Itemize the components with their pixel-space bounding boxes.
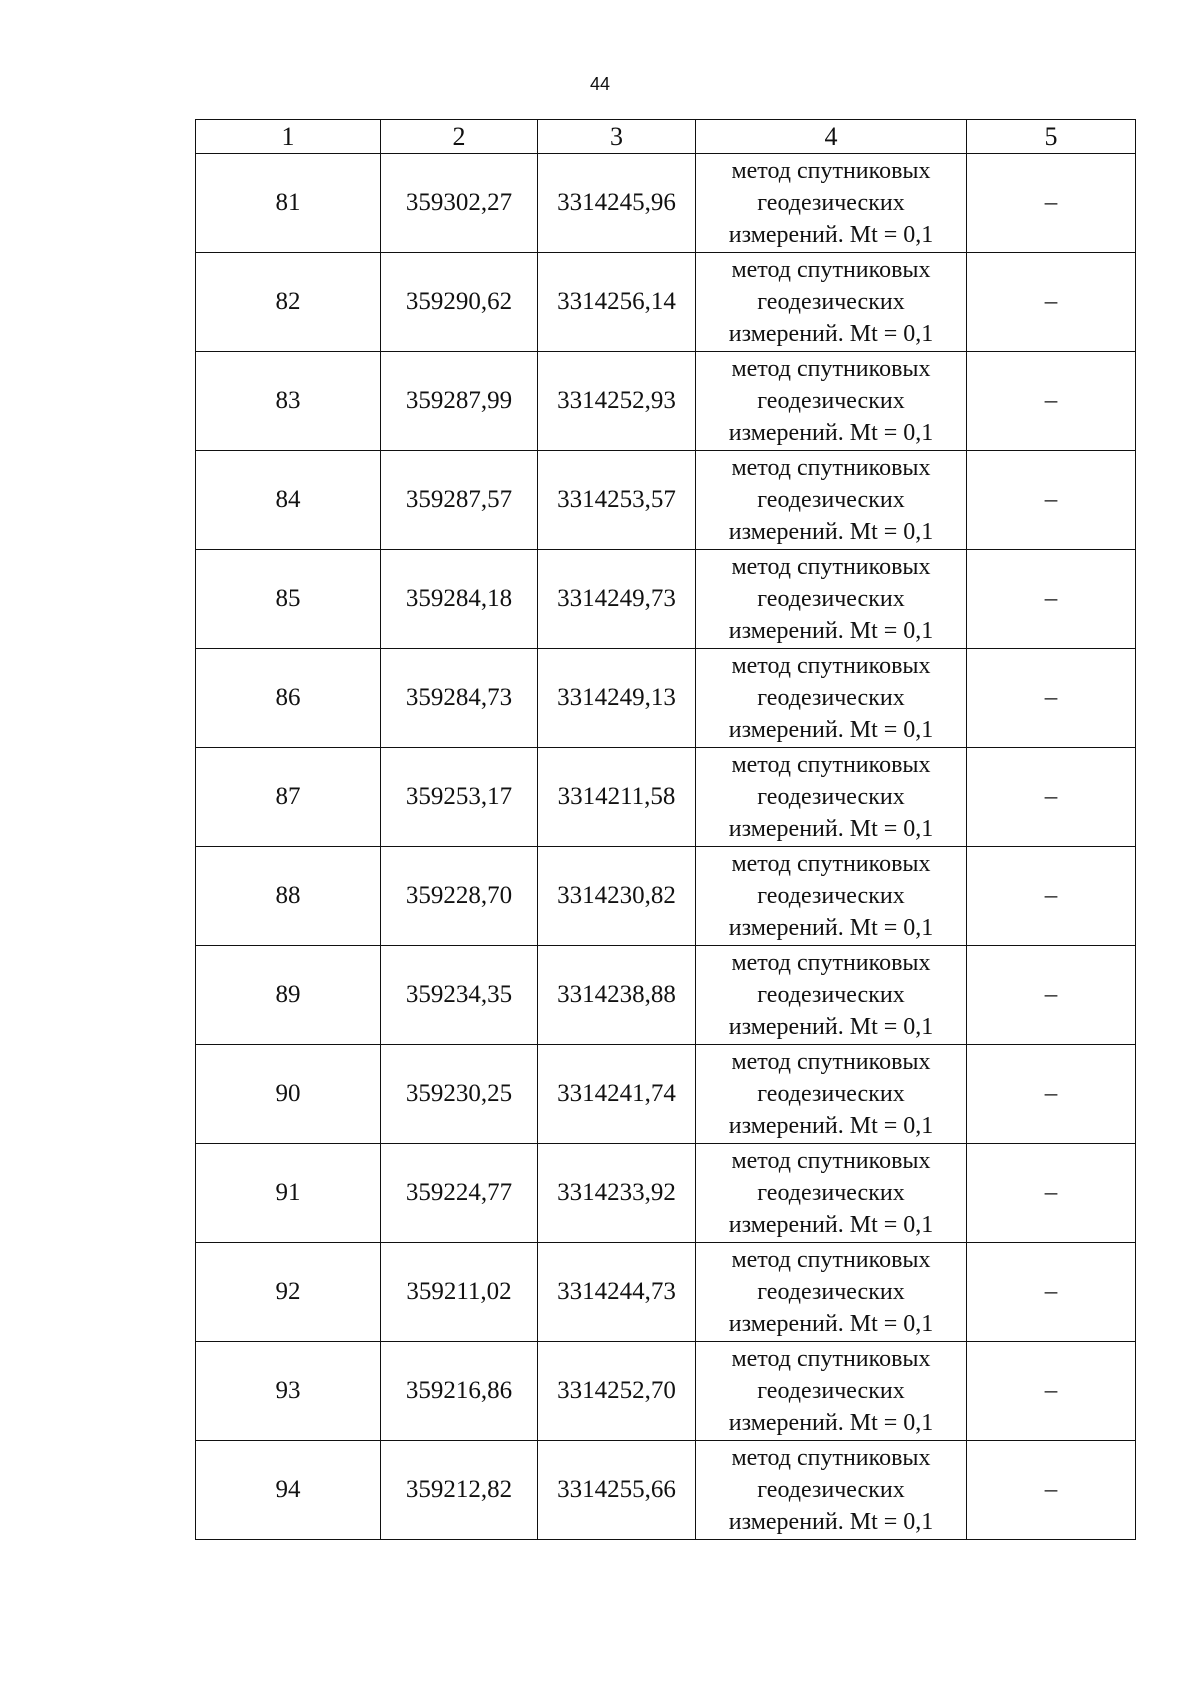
method-line: метод спутниковых (731, 1445, 931, 1471)
x-coordinate-cell: 359284,73 (381, 649, 538, 748)
y-coordinate-cell: 3314230,82 (538, 847, 696, 946)
method-line: метод спутниковых (731, 851, 931, 877)
table-row (196, 1045, 1136, 1144)
table-row (196, 847, 1136, 946)
x-coordinate-cell: 359290,62 (381, 253, 538, 352)
method-line: геодезических (757, 1378, 905, 1404)
note-cell: – (967, 946, 1136, 1045)
x-coordinate-cell: 359284,18 (381, 550, 538, 649)
x-coordinate-cell: 359230,25 (381, 1045, 538, 1144)
method-line: измерений. Mt = 0,1 (728, 1113, 934, 1139)
method-cell (696, 550, 967, 649)
point-number-cell: 90 (196, 1045, 381, 1144)
method-line: метод спутниковых (731, 158, 931, 184)
table-row (196, 352, 1136, 451)
y-coordinate-cell: 3314211,58 (538, 748, 696, 847)
method-cell (696, 1045, 967, 1144)
point-number-cell: 86 (196, 649, 381, 748)
x-coordinate-cell: 359287,99 (381, 352, 538, 451)
x-coordinate-cell: 359287,57 (381, 451, 538, 550)
method-line: метод спутниковых (731, 1346, 931, 1372)
x-coordinate-cell: 359216,86 (381, 1342, 538, 1441)
method-line: геодезических (757, 784, 905, 810)
x-coordinate-cell: 359228,70 (381, 847, 538, 946)
y-coordinate-cell: 3314253,57 (538, 451, 696, 550)
note-cell: – (967, 352, 1136, 451)
table-body (196, 154, 1136, 1540)
y-coordinate-cell: 3314252,70 (538, 1342, 696, 1441)
method-line: геодезических (757, 1279, 905, 1305)
table-row (196, 550, 1136, 649)
method-line: метод спутниковых (731, 356, 931, 382)
method-line: измерений. Mt = 0,1 (728, 519, 934, 545)
method-cell (696, 946, 967, 1045)
table-row (196, 1342, 1136, 1441)
x-coordinate-cell: 359211,02 (381, 1243, 538, 1342)
header-col-3: 3 (538, 120, 696, 154)
method-line: метод спутниковых (731, 554, 931, 580)
y-coordinate-cell: 3314241,74 (538, 1045, 696, 1144)
y-coordinate-cell: 3314249,13 (538, 649, 696, 748)
note-cell: – (967, 649, 1136, 748)
table-row (196, 451, 1136, 550)
method-line: метод спутниковых (731, 1247, 931, 1273)
point-number-cell: 92 (196, 1243, 381, 1342)
method-cell (696, 649, 967, 748)
method-line: метод спутниковых (731, 1049, 931, 1075)
page-number: 44 (589, 74, 611, 94)
method-line: геодезических (757, 388, 905, 414)
table-header (196, 120, 1136, 154)
point-number-cell: 91 (196, 1144, 381, 1243)
method-cell (696, 352, 967, 451)
table-row (196, 154, 1136, 253)
note-cell: – (967, 550, 1136, 649)
header-col-4: 4 (696, 120, 967, 154)
method-line: измерений. Mt = 0,1 (728, 1410, 934, 1436)
method-line: геодезических (757, 982, 905, 1008)
y-coordinate-cell: 3314244,73 (538, 1243, 696, 1342)
note-cell: – (967, 451, 1136, 550)
y-coordinate-cell: 3314238,88 (538, 946, 696, 1045)
method-line: метод спутниковых (731, 752, 931, 778)
method-line: измерений. Mt = 0,1 (728, 1014, 934, 1040)
x-coordinate-cell: 359253,17 (381, 748, 538, 847)
point-number-cell: 94 (196, 1441, 381, 1540)
method-line: метод спутниковых (731, 1148, 931, 1174)
header-col-5: 5 (967, 120, 1136, 154)
table-row (196, 748, 1136, 847)
y-coordinate-cell: 3314249,73 (538, 550, 696, 649)
method-cell (696, 451, 967, 550)
method-line: метод спутниковых (731, 257, 931, 283)
header-row (196, 120, 1136, 154)
note-cell: – (967, 1342, 1136, 1441)
point-number-cell: 82 (196, 253, 381, 352)
header-col-2: 2 (381, 120, 538, 154)
point-number-cell: 84 (196, 451, 381, 550)
point-number-cell: 88 (196, 847, 381, 946)
method-cell (696, 748, 967, 847)
method-line: измерений. Mt = 0,1 (728, 321, 934, 347)
method-cell (696, 154, 967, 253)
table-row (196, 1243, 1136, 1342)
method-line: геодезических (757, 883, 905, 909)
method-line: геодезических (757, 487, 905, 513)
method-cell (696, 1342, 967, 1441)
method-cell (696, 1144, 967, 1243)
method-line: измерений. Mt = 0,1 (728, 618, 934, 644)
point-number-cell: 93 (196, 1342, 381, 1441)
x-coordinate-cell: 359234,35 (381, 946, 538, 1045)
method-line: геодезических (757, 190, 905, 216)
y-coordinate-cell: 3314252,93 (538, 352, 696, 451)
x-coordinate-cell: 359212,82 (381, 1441, 538, 1540)
method-line: измерений. Mt = 0,1 (728, 420, 934, 446)
method-line: измерений. Mt = 0,1 (728, 1509, 934, 1535)
point-number-cell: 81 (196, 154, 381, 253)
note-cell: – (967, 1441, 1136, 1540)
method-line: измерений. Mt = 0,1 (728, 222, 934, 248)
note-cell: – (967, 1144, 1136, 1243)
x-coordinate-cell: 359224,77 (381, 1144, 538, 1243)
method-line: измерений. Mt = 0,1 (728, 1212, 934, 1238)
point-number-cell: 85 (196, 550, 381, 649)
method-line: метод спутниковых (731, 653, 931, 679)
method-line: измерений. Mt = 0,1 (728, 816, 934, 842)
method-line: геодезических (757, 586, 905, 612)
note-cell: – (967, 253, 1136, 352)
y-coordinate-cell: 3314233,92 (538, 1144, 696, 1243)
method-line: метод спутниковых (731, 950, 931, 976)
table-row (196, 649, 1136, 748)
header-col-1: 1 (196, 120, 381, 154)
note-cell: – (967, 748, 1136, 847)
method-line: измерений. Mt = 0,1 (728, 915, 934, 941)
method-cell (696, 847, 967, 946)
method-cell (696, 253, 967, 352)
coordinates-table (195, 119, 1136, 1540)
table-row (196, 1144, 1136, 1243)
table-row (196, 946, 1136, 1045)
method-line: геодезических (757, 1180, 905, 1206)
table-row (196, 253, 1136, 352)
method-line: геодезических (757, 1477, 905, 1503)
method-line: измерений. Mt = 0,1 (728, 1311, 934, 1337)
point-number-cell: 83 (196, 352, 381, 451)
note-cell: – (967, 1243, 1136, 1342)
method-line: измерений. Mt = 0,1 (728, 717, 934, 743)
note-cell: – (967, 847, 1136, 946)
y-coordinate-cell: 3314256,14 (538, 253, 696, 352)
point-number-cell: 89 (196, 946, 381, 1045)
note-cell: – (967, 1045, 1136, 1144)
x-coordinate-cell: 359302,27 (381, 154, 538, 253)
y-coordinate-cell: 3314255,66 (538, 1441, 696, 1540)
method-line: геодезических (757, 1081, 905, 1107)
table-row (196, 1441, 1136, 1540)
method-line: геодезических (757, 289, 905, 315)
point-number-cell: 87 (196, 748, 381, 847)
method-line: геодезических (757, 685, 905, 711)
y-coordinate-cell: 3314245,96 (538, 154, 696, 253)
method-cell (696, 1441, 967, 1540)
method-line: метод спутниковых (731, 455, 931, 481)
method-cell (696, 1243, 967, 1342)
note-cell: – (967, 154, 1136, 253)
